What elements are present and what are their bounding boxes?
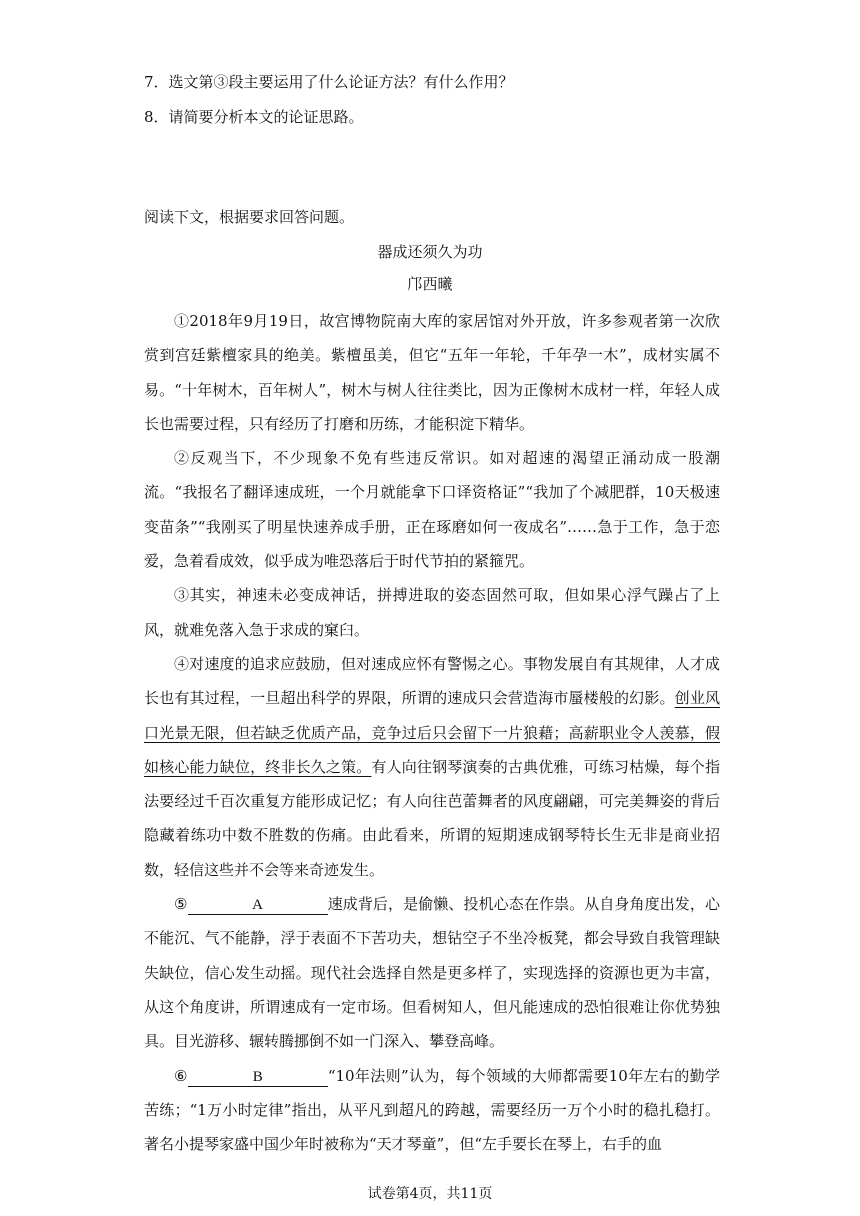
paragraph-4-intro: ④对速度的追求应鼓励，但对速成应怀有警惕之心。事物发展自有其规律，人才成长也有其过程，一旦超出科学的界限，所谓的速成只会营造海市蜃楼般的幻影。: [144, 654, 720, 708]
paragraph-2: ②反观当下，不少现象不免有些违反常识。如对超速的渴望正涌动成一股潮流。“我报名了翻译速成班，一个月就能拿下口译资格证”“我加了个减肥群，10天极速变苗条”“我刚买了明星快速养成手册，正在琢磨如何一夜成名”……急于工作，急于恋爱，急着看成效，似乎成为唯恐落后于时代节拍的紧箍咒。: [144, 449, 720, 571]
reading-instruction: 阅读下文，根据要求回答问题。: [144, 208, 355, 226]
paragraph-3: ③其实，神速未必变成神话，拼搏进取的姿态固然可取，但如果心浮气躁占了上风，就难免落入急于求成的窠臼。: [144, 586, 720, 639]
paragraph-6: [144, 1059, 720, 1162]
article-body: [144, 304, 720, 1161]
question-7: 7．选文第③段主要运用了什么论证方法？有什么作用？: [144, 73, 514, 91]
page-footer: 试卷第4页，共11页: [367, 1186, 493, 1202]
paragraph-4: [144, 647, 720, 887]
paragraph-5-text: 速成背后，是偷懒、投机心态在作祟。从自身角度出发，心不能沉、气不能静，浮于表面不下苦功夫，想钻空子不坐冷板凳，都会导致自我管理缺失缺位，信心发生动摇。现代社会选择自然是更多样了，实现选择的资源也更为丰富，从这个角度讲，所谓速成有一定市场。但看树知人，但凡能速成的恐怕很难让你优势独具。目光游移、辗转腾挪倒不如一门深入、攀登高峰。: [144, 895, 720, 1051]
paragraph-5: [144, 887, 720, 1058]
paragraph-4-rest: 有人向往钢琴演奏的古典优雅，可练习枯燥，每个指法要经过千百次重复方能形成记忆；有人向往芭蕾舞者的风度翩翩，可完美舞姿的背后隐藏着练功中数不胜数的伤痛。由此看来，所谓的短期速成钢琴特长生无非是商业招数，轻信这些并不会等来奇迹发生。: [144, 757, 720, 879]
question-8: 8．请简要分析本文的论证思路。: [144, 108, 364, 126]
paragraph-6-number: ⑥: [174, 1066, 188, 1085]
fill-blank-b: B: [188, 1068, 328, 1087]
article-title: 器成还须久为功: [377, 243, 483, 261]
underlined-sentence: 创业风口光景无限，但若缺乏优质产品，竞争过后只会留下一片狼藉；高薪职业令人羡慕，假如核心能力缺位，终非长久之策。: [144, 689, 720, 776]
article-author: 邝西曦: [407, 275, 453, 293]
paragraph-1: ①2018年9月19日，故宫博物院南大库的家居馆对外开放，许多参观者第一次欣赏到宫廷紫檀家具的绝美。紫檀虽美，但它“五年一年轮，千年孕一木”，成材实属不易。“十年树木，百年树人”，树木与树人往往类比，因为正像树木成材一样，年轻人成长也需要过程，只有经历了打磨和历练，才能积淀下精华。: [144, 312, 720, 433]
paragraph-6-text: “10年法则”认为，每个领域的大师都需要10年左右的勤学苦练；“1万小时定律”指出，从平凡到超凡的跨越，需要经历一万个小时的稳扎稳打。著名小提琴家盛中国少年时被称为“天才琴童”，但“左手要长在琴上，右手的血: [144, 1066, 720, 1154]
paragraph-5-number: ⑤: [174, 895, 188, 914]
fill-blank-a: A: [188, 896, 328, 915]
